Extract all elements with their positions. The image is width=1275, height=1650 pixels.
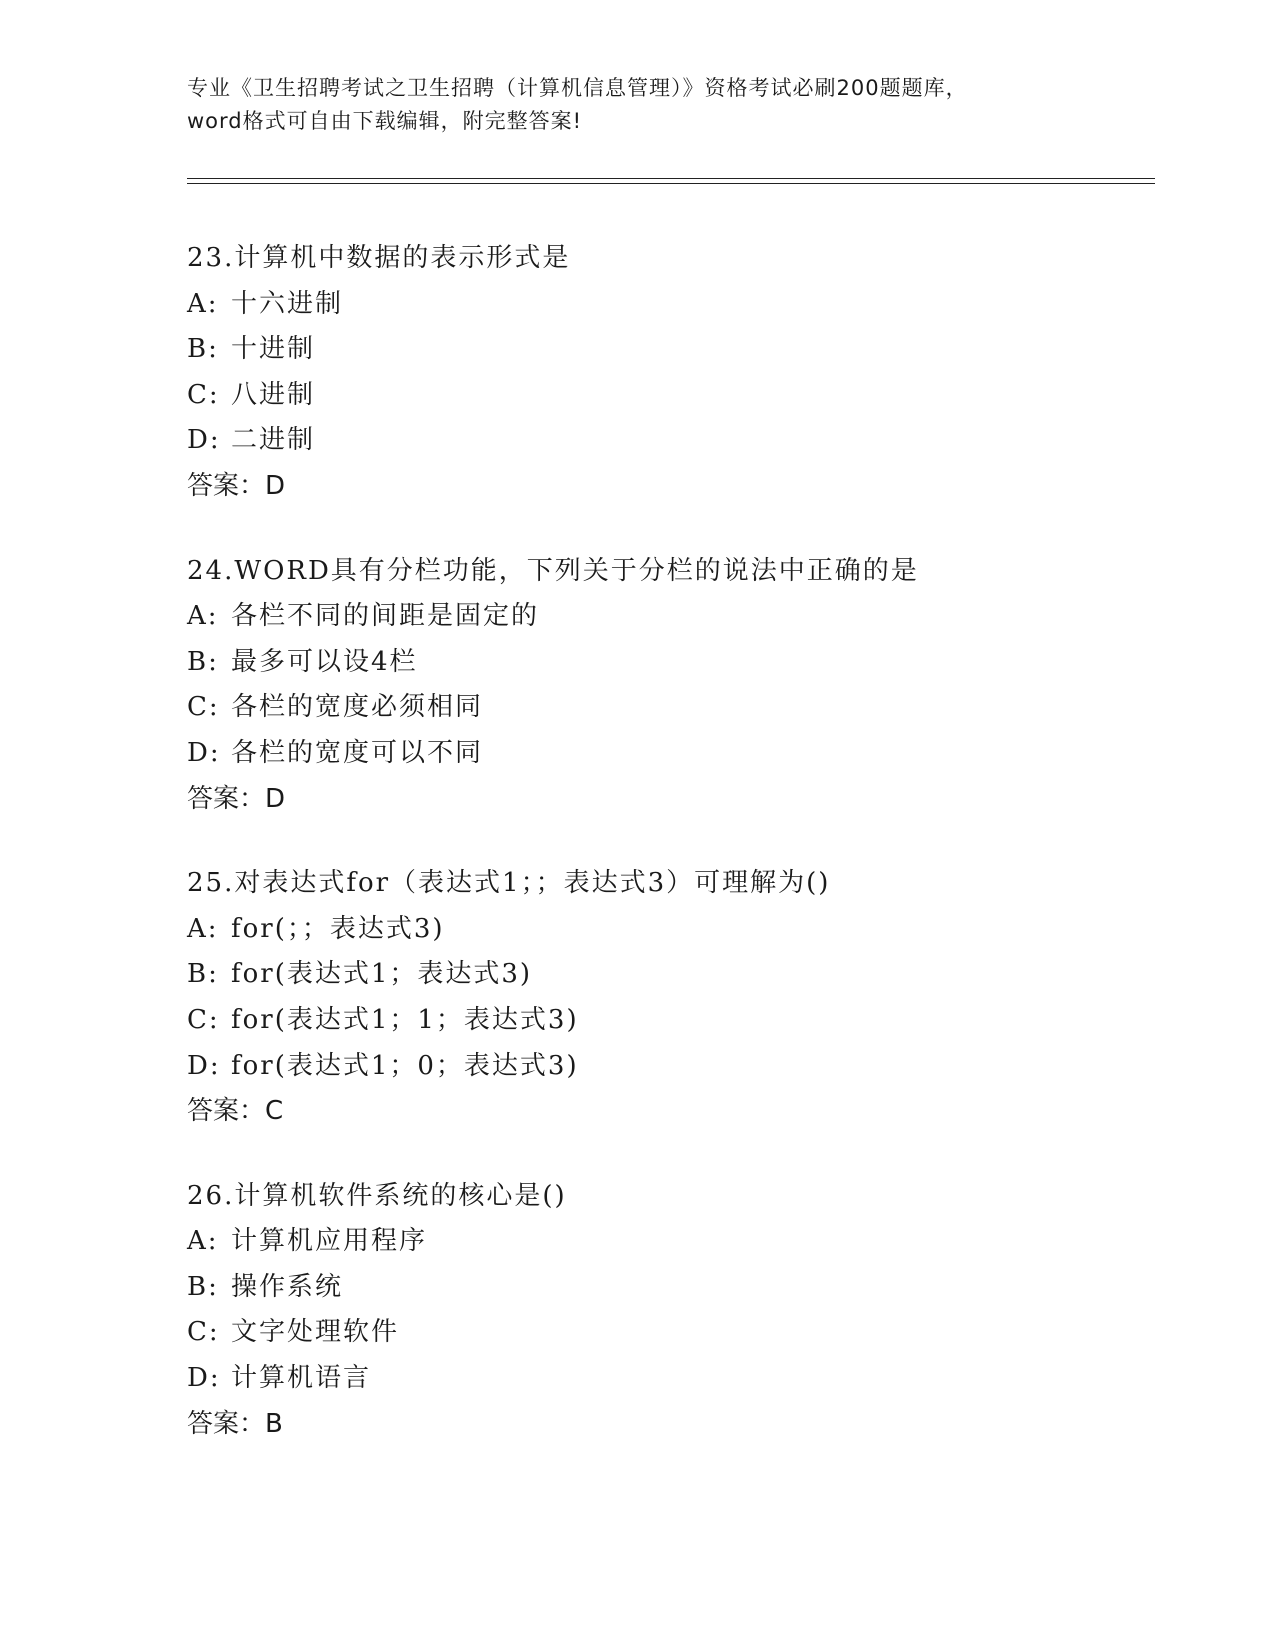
document-header — [187, 72, 1087, 138]
option-prefix: D: — [187, 425, 221, 456]
option-d — [187, 418, 1147, 464]
option-text: 计算机语言 — [231, 1363, 372, 1394]
option-prefix: B: — [187, 646, 219, 677]
answer-line: 答案：D — [187, 470, 286, 501]
option-text: 各栏的宽度可以不同 — [231, 737, 484, 768]
option-c — [187, 998, 1147, 1044]
option-prefix: A: — [187, 913, 219, 944]
question-26 — [187, 1174, 1147, 1448]
question-stem: 25.对表达式for（表达式1；；表达式3）可理解为() — [187, 868, 831, 899]
answer-line: 答案：D — [187, 783, 286, 814]
option-prefix: B: — [187, 334, 219, 365]
question-stem: 24.WORD具有分栏功能，下列关于分栏的说法中正确的是 — [187, 555, 919, 586]
option-b — [187, 640, 1147, 686]
option-prefix: C: — [187, 379, 220, 410]
option-d — [187, 1044, 1147, 1090]
option-c — [187, 373, 1147, 419]
header-line-2: word格式可自由下载编辑，附完整答案! — [187, 109, 583, 133]
question-list — [187, 236, 1147, 1486]
option-prefix: D: — [187, 1363, 221, 1394]
option-b — [187, 952, 1147, 998]
header-line-1: 专业《卫生招聘考试之卫生招聘（计算机信息管理）》资格考试必刷200题题库， — [187, 76, 968, 100]
question-stem: 23.计算机中数据的表示形式是 — [187, 243, 571, 273]
option-a — [187, 907, 1147, 953]
option-c — [187, 1310, 1147, 1356]
answer-line: 答案：C — [187, 1096, 284, 1127]
option-prefix: D: — [187, 1050, 221, 1081]
option-b — [187, 327, 1147, 373]
option-prefix: D: — [187, 737, 221, 768]
option-text: for(表达式1；0；表达式3) — [231, 1050, 579, 1081]
option-prefix: A: — [187, 1226, 219, 1257]
option-text: for(表达式1；1；表达式3) — [231, 1004, 579, 1035]
option-text: 各栏的宽度必须相同 — [231, 692, 484, 723]
option-a — [187, 594, 1147, 640]
option-text: for(表达式1；表达式3) — [231, 959, 533, 990]
header-divider-bottom — [187, 183, 1155, 184]
option-text: 计算机应用程序 — [231, 1226, 428, 1257]
option-text: 十进制 — [231, 334, 316, 365]
option-text: 二进制 — [231, 425, 316, 456]
option-text: 八进制 — [231, 379, 316, 410]
option-prefix: A: — [187, 288, 219, 319]
option-prefix: C: — [187, 1317, 220, 1348]
option-text: 文字处理软件 — [231, 1317, 400, 1348]
option-a — [187, 1219, 1147, 1265]
option-text: 十六进制 — [231, 288, 344, 319]
option-prefix: C: — [187, 692, 220, 723]
answer-line: 答案：B — [187, 1408, 283, 1439]
option-text: 最多可以设4栏 — [231, 646, 418, 677]
question-24 — [187, 549, 1147, 823]
option-prefix: B: — [187, 959, 219, 990]
option-d — [187, 731, 1147, 777]
question-25 — [187, 861, 1147, 1135]
option-a — [187, 282, 1147, 328]
option-prefix: B: — [187, 1271, 219, 1302]
option-prefix: C: — [187, 1004, 220, 1035]
question-stem: 26.计算机软件系统的核心是() — [187, 1180, 567, 1211]
option-prefix: A: — [187, 601, 219, 632]
option-text: for(；；表达式3) — [231, 913, 445, 944]
option-c — [187, 685, 1147, 731]
header-divider-top — [187, 178, 1155, 179]
option-b — [187, 1265, 1147, 1311]
question-23 — [187, 236, 1147, 510]
option-text: 各栏不同的间距是固定的 — [231, 601, 540, 632]
option-d — [187, 1356, 1147, 1402]
option-text: 操作系统 — [231, 1271, 344, 1302]
